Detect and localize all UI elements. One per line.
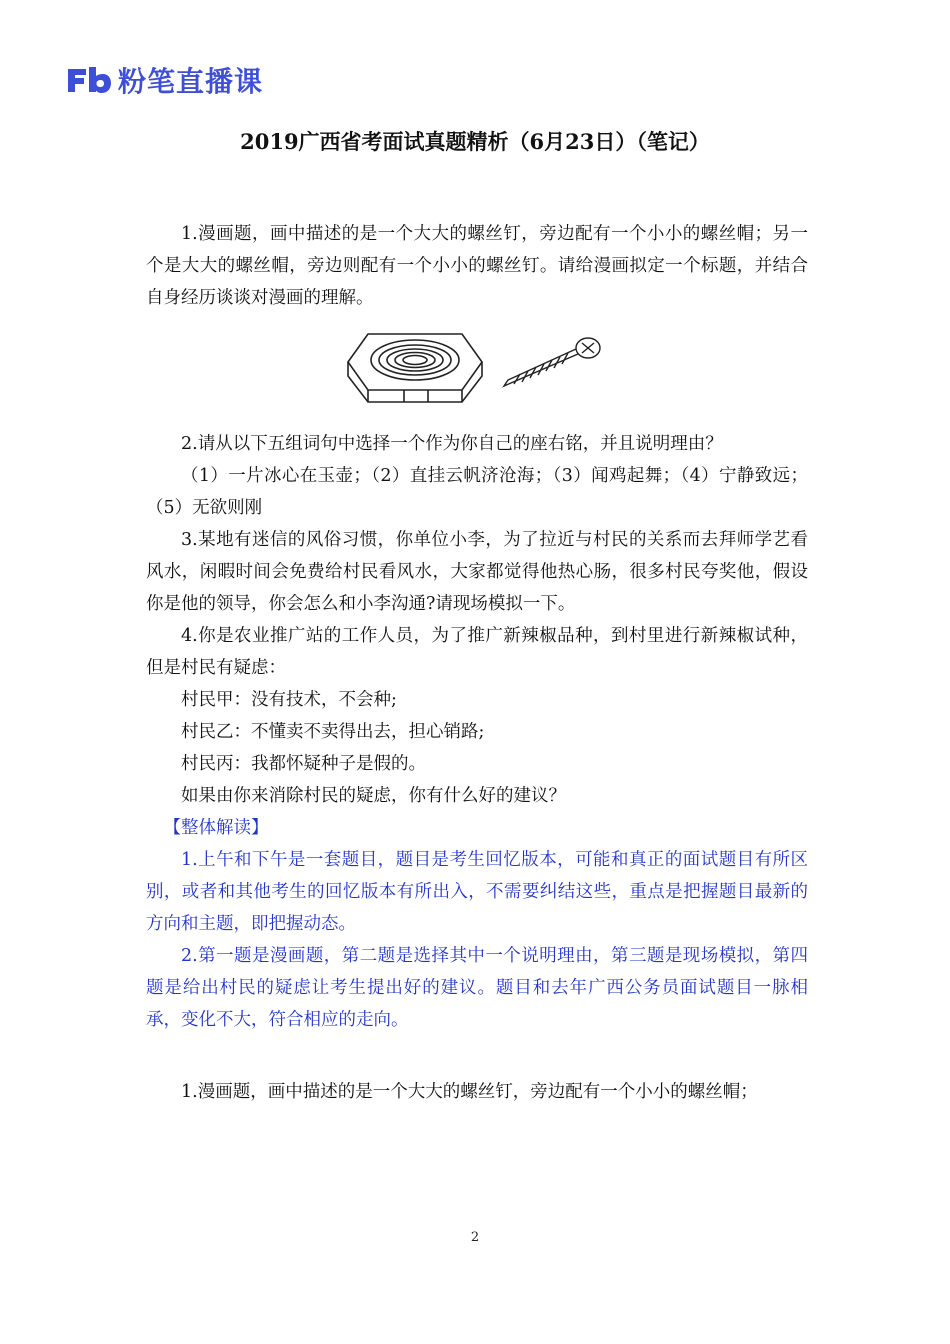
page-title: 2019广西省考面试真题精析（6月23日）（笔记）	[240, 129, 710, 154]
brand-logo	[66, 60, 263, 100]
page-number: 2	[470, 1230, 480, 1245]
villager-c: 村民丙：我都怀疑种子是假的。	[181, 754, 426, 774]
question-1-repeat: 1.漫画题，画中描述的是一个大大的螺丝钉，旁边配有一个小小的螺丝帽；	[181, 1082, 758, 1102]
analysis-heading: 【整体解读】	[163, 818, 269, 838]
villager-a: 村民甲：没有技术，不会种;	[181, 690, 397, 710]
hex-nut-icon	[344, 324, 486, 404]
fb-logo-icon	[66, 65, 112, 95]
screw-icon	[496, 334, 606, 394]
question-2-options: （1）一片冰心在玉壶；（2）直挂云帆济沧海；（3）闻鸡起舞；（4）宁静致远；（5）无欲则刚	[146, 466, 808, 518]
question-1: 1.漫画题，画中描述的是一个大大的螺丝钉，旁边配有一个小小的螺丝帽；另一个是大大的螺丝帽，旁边则配有一个小小的螺丝钉。请给漫画拟定一个标题，并结合自身经历谈谈对漫画的理解。	[146, 224, 808, 308]
comic-figure	[146, 324, 808, 416]
analysis-point-1: 1.上午和下午是一套题目，题目是考生回忆版本，可能和真正的面试题目有所区别，或者和其他考生的回忆版本有所出入，不需要纠结这些，重点是把握题目最新的方向和主题，即把握动态。	[146, 850, 808, 934]
question-2: 2.请从以下五组词句中选择一个作为你自己的座右铭，并且说明理由？	[181, 434, 723, 454]
analysis-point-2: 2.第一题是漫画题，第二题是选择其中一个说明理由，第三题是现场模拟，第四题是给出村民的疑虑让考生提出好的建议。题目和去年广西公务员面试题目一脉相承，变化不大，符合相应的走向。	[146, 946, 808, 1030]
question-4-ask: 如果由你来消除村民的疑虑，你有什么好的建议？	[181, 786, 566, 806]
document-body	[146, 218, 808, 1108]
question-4: 4.你是农业推广站的工作人员，为了推广新辣椒品种，到村里进行新辣椒试种，但是村民有疑虑：	[146, 626, 808, 678]
logo-text: 粉笔直播课	[118, 65, 264, 98]
question-3: 3.某地有迷信的风俗习惯，你单位小李，为了拉近与村民的关系而去拜师学艺看风水，闲暇时间会免费给村民看风水，大家都觉得他热心肠，很多村民夸奖他，假设你是他的领导，你会怎么和小李沟通?请现场模拟一下。	[146, 530, 808, 614]
villager-b: 村民乙：不懂卖不卖得出去，担心销路;	[181, 722, 485, 742]
